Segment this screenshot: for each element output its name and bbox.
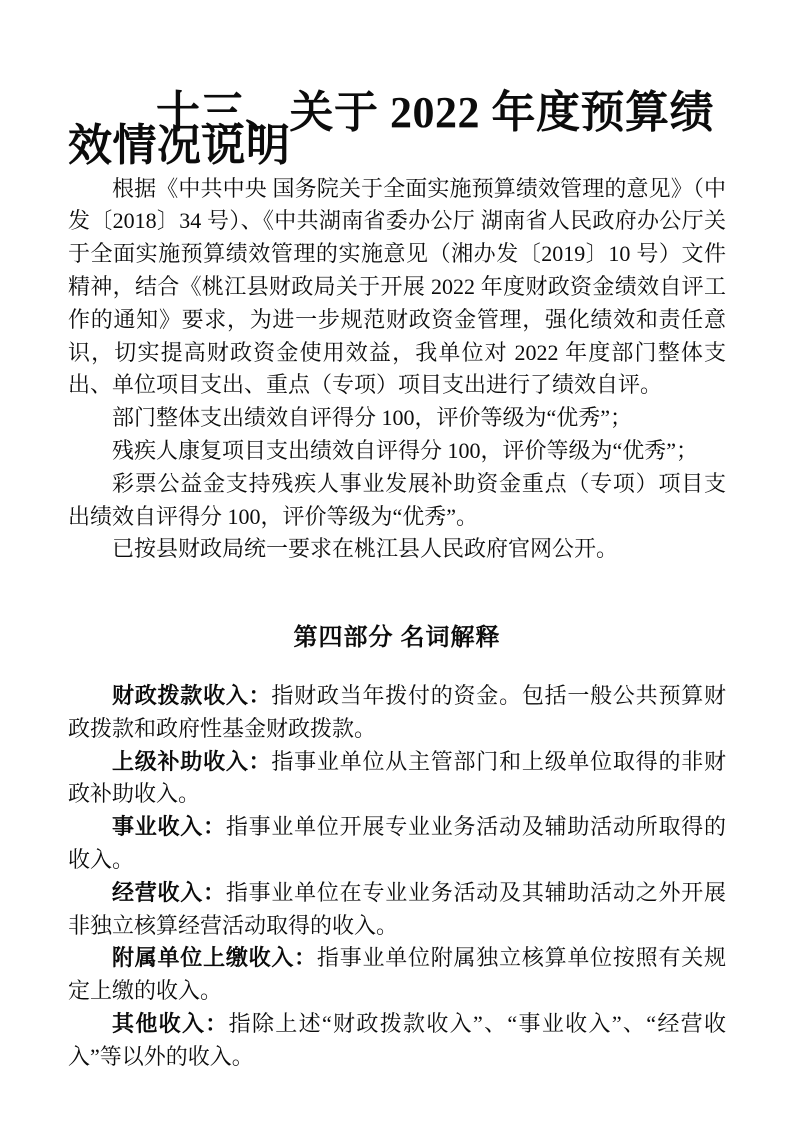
definition-text: 指事业单位附属独立核算单位按照有关规定上缴的收入。 xyxy=(68,945,726,1004)
definition-affiliated-unit-income xyxy=(68,942,726,1008)
definition-text: 指除上述“财政拨款收入”、“事业收入”、“经营收入”等以外的收入。 xyxy=(68,1010,726,1069)
definition-operating-income xyxy=(68,877,726,943)
definition-term: 附属单位上缴收入： xyxy=(112,945,317,971)
lottery-fund-score-line: 彩票公益金支持残疾人事业发展补助资金重点（专项）项目支出绩效自评得分 100，评价等级为“优秀”。 xyxy=(68,470,726,529)
definition-term: 经营收入： xyxy=(112,879,226,905)
definition-fiscal-appropriation-income xyxy=(68,680,726,746)
definition-superior-subsidy-income xyxy=(68,746,726,812)
definition-text: 指事业单位在专业业务活动及其辅助活动之外开展非独立核算经营活动取得的收入。 xyxy=(68,879,726,938)
rehab-project-score-line: 残疾人康复项目支出绩效自评得分 100，评价等级为“优秀”； xyxy=(112,437,699,463)
definition-term: 财政拨款收入： xyxy=(112,682,272,708)
definition-text: 指事业单位从主管部门和上级单位取得的非财政补助收入。 xyxy=(68,748,726,807)
definition-term: 上级补助收入： xyxy=(112,748,272,774)
glossary-section-heading: 第四部分 名词解释 xyxy=(293,625,501,652)
department-overall-score-line: 部门整体支出绩效自评得分 100，评价等级为“优秀”； xyxy=(112,405,633,431)
definition-text: 指财政当年拨付的资金。包括一般公共预算财政拨款和政府性基金财政拨款。 xyxy=(68,682,726,741)
definition-business-income xyxy=(68,811,726,877)
performance-intro-paragraph: 根据《中共中央 国务院关于全面实施预算绩效管理的意见》（中发〔2018〕34 号）、《中共湖南省委办公厅 湖南省人民政府办公厅关于全面实施预算绩效管理的实施意见（湘办发〔2019〕10 号）文件精神，结合《桃江县财政局关于开展 2022 年度财政资金绩效自评工作的通知》要求，为进一步规范财政资金管理，强化绩效和责任意识，切实提高财政资金使用效益，我单位对 2022 年度部门整体支出、单位项目支出、重点（专项）项目支出进行了绩效自评。 xyxy=(68,175,726,398)
definition-text: 指事业单位开展专业业务活动及辅助活动所取得的收入。 xyxy=(68,814,726,872)
definition-other-income xyxy=(68,1008,726,1074)
publication-note-line: 已按县财政局统一要求在桃江县人民政府官网公开。 xyxy=(112,536,619,562)
performance-section-heading: 十三、关于 2022 年度预算绩效情况说明 xyxy=(68,88,714,170)
definition-term: 事业收入： xyxy=(112,814,226,840)
definition-term: 其他收入： xyxy=(112,1010,229,1036)
